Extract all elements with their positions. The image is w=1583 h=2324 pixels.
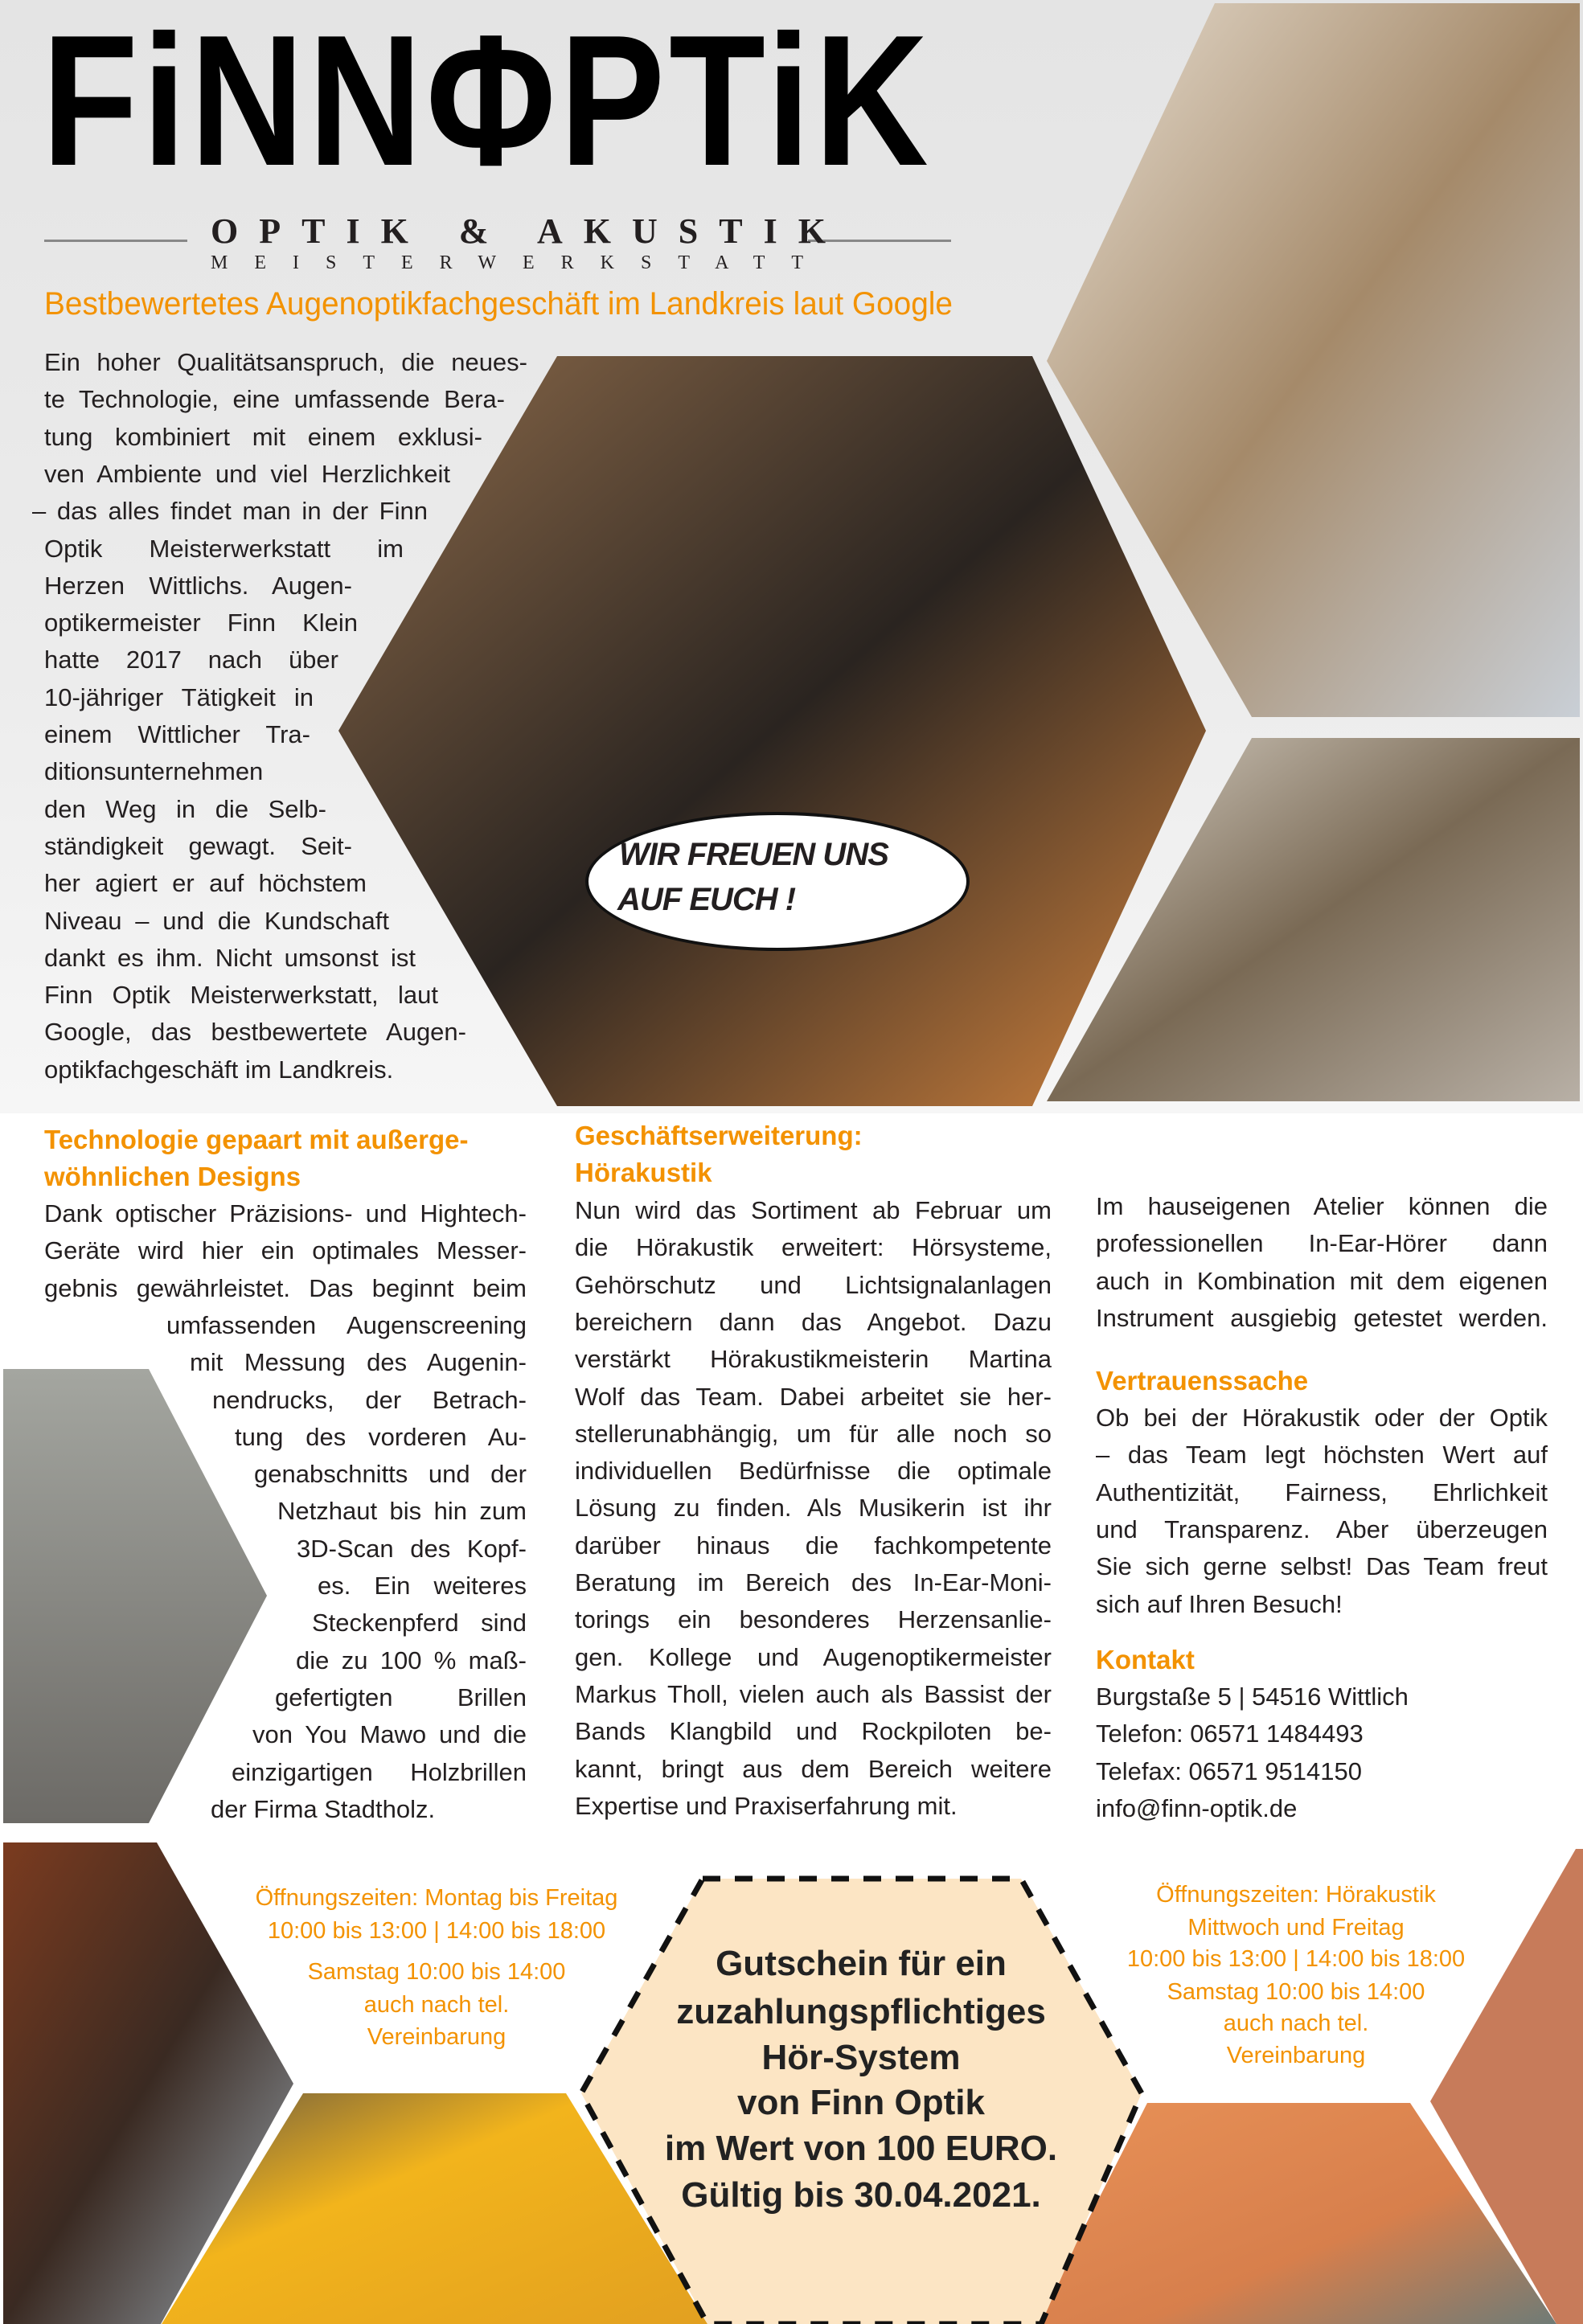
section-heading: Technologie gepaart mit außerge- xyxy=(44,1125,469,1154)
opening-hours-akustik: Öffnungszeiten: Hörakustik xyxy=(1156,1882,1436,1908)
logo-tagline: OPTIK & AKUSTIK xyxy=(211,211,847,251)
technologie-line: einzigartigen Holzbrillen xyxy=(232,1757,527,1786)
intro-line: Optik Meisterwerkstatt im xyxy=(44,534,404,563)
technologie-line: 3D-Scan des Kopf- xyxy=(297,1534,527,1563)
vertrauen-line: sich auf Ihren Besuch! xyxy=(1096,1589,1343,1618)
vertrauen-line: Sie sich gerne selbst! Das Team freut xyxy=(1096,1552,1548,1581)
technologie-line: mit Messung des Augenin- xyxy=(190,1348,527,1377)
intro-line: Herzen Wittlichs. Augen- xyxy=(44,571,352,600)
intro-line: ständigkeit gewagt. Seit- xyxy=(44,831,352,860)
intro-line: ven Ambiente und viel Herzlichkeit xyxy=(44,459,450,488)
contact-email[interactable]: info@finn-optik.de xyxy=(1096,1793,1298,1822)
team-photo xyxy=(338,356,1206,1106)
speech-bubble-text xyxy=(619,832,888,922)
logo-subtag: MEISTERWERKSTATT xyxy=(211,252,830,273)
intro-line: Ein hoher Qualitätsanspruch, die neues- xyxy=(44,348,527,376)
contact-line: Telefon: 06571 1484493 xyxy=(1096,1719,1364,1748)
technologie-line: es. Ein weiteres xyxy=(318,1572,527,1600)
erweiterung-line: Lösung zu finden. Als Musikerin ist ihr xyxy=(575,1494,1052,1523)
erweiterung-line: stellerunabhängig, um für alle noch so xyxy=(575,1419,1052,1448)
chain-photo-left xyxy=(3,1369,267,1823)
erweiterung-line: gen. Kollege und Augenoptikermeister xyxy=(575,1642,1052,1671)
technologie-line: gefertigten Brillen xyxy=(275,1683,527,1711)
vertrauen-line: Authentizität, Fairness, Ehrlichkeit xyxy=(1096,1478,1548,1506)
atelier-line: professionellen In-Ear-Hörer dann xyxy=(1096,1229,1548,1258)
opening-hours-akustik: Vereinbarung xyxy=(1226,2043,1366,2068)
vertrauen-line: – das Team legt höchsten Wert auf xyxy=(1096,1441,1548,1469)
intro-line: Google, das bestbewertete Augen- xyxy=(44,1018,466,1047)
opening-hours-optik: auch nach tel. xyxy=(363,1992,510,2018)
erweiterung-line: Gehörschutz und Lichtsignalanlagen xyxy=(575,1270,1052,1299)
erweiterung-line: Expertise und Praxiserfahrung mit. xyxy=(575,1791,958,1820)
coupon-line: Gutschein für ein xyxy=(716,1944,1007,1983)
intro-line: den Weg in die Selb- xyxy=(44,794,326,823)
atelier-line: auch in Kombination mit dem eigenen xyxy=(1096,1266,1548,1295)
technologie-line: nendrucks, der Betrach- xyxy=(212,1385,527,1414)
opening-hours-akustik: 10:00 bis 13:00 | 14:00 bis 18:00 xyxy=(1126,1946,1466,1972)
intro-line: ditionsunternehmen xyxy=(44,757,264,786)
erweiterung-line: Nun wird das Sortiment ab Februar um xyxy=(575,1196,1052,1224)
intro-line: 10-jähriger Tätigkeit in xyxy=(44,682,314,711)
divider xyxy=(44,240,187,242)
vertrauen-line: und Transparenz. Aber überzeugen xyxy=(1096,1514,1548,1543)
erweiterung-line: Markus Tholl, vielen auch als Bassist der xyxy=(575,1679,1052,1708)
intro-line: einem Wittlicher Tra- xyxy=(44,720,310,748)
opening-hours-optik: 10:00 bis 13:00 | 14:00 bis 18:00 xyxy=(267,1918,606,1944)
intro-line: Finn Optik Meisterwerkstatt, laut xyxy=(44,981,438,1010)
atelier-line: Instrument ausgiebig getestet werden. xyxy=(1096,1303,1548,1332)
intro-line: optikermeister Finn Klein xyxy=(44,609,358,637)
technologie-line: tung des vorderen Au- xyxy=(235,1422,527,1451)
opening-hours-akustik: auch nach tel. xyxy=(1223,2010,1369,2036)
technologie-line: Dank optischer Präzisions- und Hightech- xyxy=(44,1199,527,1228)
coupon-line: zuzahlungspflichtiges xyxy=(676,1992,1046,2031)
contact-line: Telefax: 06571 9514150 xyxy=(1096,1756,1362,1785)
opening-hours-akustik: Mittwoch und Freitag xyxy=(1187,1915,1405,1941)
erweiterung-line: die Hörakustik erweitert: Hörsysteme, xyxy=(575,1233,1052,1262)
erweiterung-line: kannt, bringt aus dem Bereich weitere xyxy=(575,1754,1052,1783)
erweiterung-line: verstärkt Hörakustikmeisterin Martina xyxy=(575,1345,1052,1374)
opening-hours-akustik: Samstag 10:00 bis 14:00 xyxy=(1167,1979,1425,2005)
bubble-line: WIR FREUEN UNS xyxy=(619,837,888,872)
contact-line: Burgstaße 5 | 54516 Wittlich xyxy=(1096,1683,1409,1711)
opening-hours-optik: Öffnungszeiten: Montag bis Freitag xyxy=(255,1885,618,1911)
atelier-line: Im hauseigenen Atelier können die xyxy=(1096,1192,1548,1220)
opening-hours-optik: Vereinbarung xyxy=(367,2024,506,2050)
coupon-line: Hör-System xyxy=(761,2038,961,2077)
technologie-line: von You Mawo und die xyxy=(252,1720,527,1749)
opening-hours-optik: Samstag 10:00 bis 14:00 xyxy=(307,1959,566,1985)
technologie-line: Netzhaut bis hin zum xyxy=(277,1497,527,1526)
erweiterung-line: Wolf das Team. Dabei arbeitet sie her- xyxy=(575,1382,1052,1411)
technologie-line: gebnis gewährleistet. Das beginnt beim xyxy=(44,1273,527,1302)
technologie-line: der Firma Stadtholz. xyxy=(211,1794,436,1823)
section-heading: Geschäftserweiterung: xyxy=(575,1121,863,1150)
technologie-line: die zu 100 % maß- xyxy=(296,1646,527,1674)
intro-line: hatte 2017 nach über xyxy=(44,646,338,674)
technologie-line: genabschnitts und der xyxy=(254,1460,527,1489)
section-heading: Hörakustik xyxy=(575,1158,712,1188)
section-heading: Kontakt xyxy=(1096,1645,1195,1674)
intro-line: Niveau – und die Kundschaft xyxy=(44,906,389,935)
logo: FiNNΦPTiK xyxy=(42,0,933,205)
intro-line: te Technologie, eine umfassende Bera- xyxy=(44,385,505,414)
erweiterung-line: darüber hinaus die fachkompetente xyxy=(575,1531,1052,1560)
coupon-line: im Wert von 100 EURO. xyxy=(664,2129,1058,2168)
erweiterung-line: bereichern dann das Angebot. Dazu xyxy=(575,1307,1052,1336)
intro-line: tung kombiniert mit einem exklusi- xyxy=(44,422,482,451)
coupon-line: von Finn Optik xyxy=(737,2083,985,2122)
vertrauen-line: Ob bei der Hörakustik oder der Optik xyxy=(1096,1404,1548,1432)
erweiterung-line: individuellen Bedürfnisse die optimale xyxy=(575,1457,1052,1486)
headline: Bestbewertetes Augenoptikfachgeschäft im Landkreis laut Google xyxy=(44,286,953,322)
erweiterung-line: torings ein besonderes Herzensanlie- xyxy=(575,1605,1052,1634)
erweiterung-line: Beratung im Bereich des In-Ear-Moni- xyxy=(575,1568,1052,1596)
intro-line: dankt es ihm. Nicht umsonst ist xyxy=(44,943,416,972)
erweiterung-line: Bands Klangbild und Rockpiloten be- xyxy=(575,1717,1052,1746)
technologie-line: Steckenpferd sind xyxy=(312,1609,527,1637)
section-heading: Vertrauenssache xyxy=(1096,1366,1309,1396)
intro-line: – das alles findet man in der Finn xyxy=(32,497,428,526)
intro-line: optikfachgeschäft im Landkreis. xyxy=(44,1055,394,1084)
intro-line: her agiert er auf höchstem xyxy=(44,869,367,898)
technologie-line: Geräte wird hier ein optimales Messer- xyxy=(44,1236,527,1265)
bubble-line: AUF EUCH ! xyxy=(617,882,796,917)
technologie-line: umfassenden Augenscreening xyxy=(166,1310,527,1339)
section-heading: wöhnlichen Designs xyxy=(44,1162,301,1192)
coupon-line: Gültig bis 30.04.2021. xyxy=(681,2175,1041,2215)
